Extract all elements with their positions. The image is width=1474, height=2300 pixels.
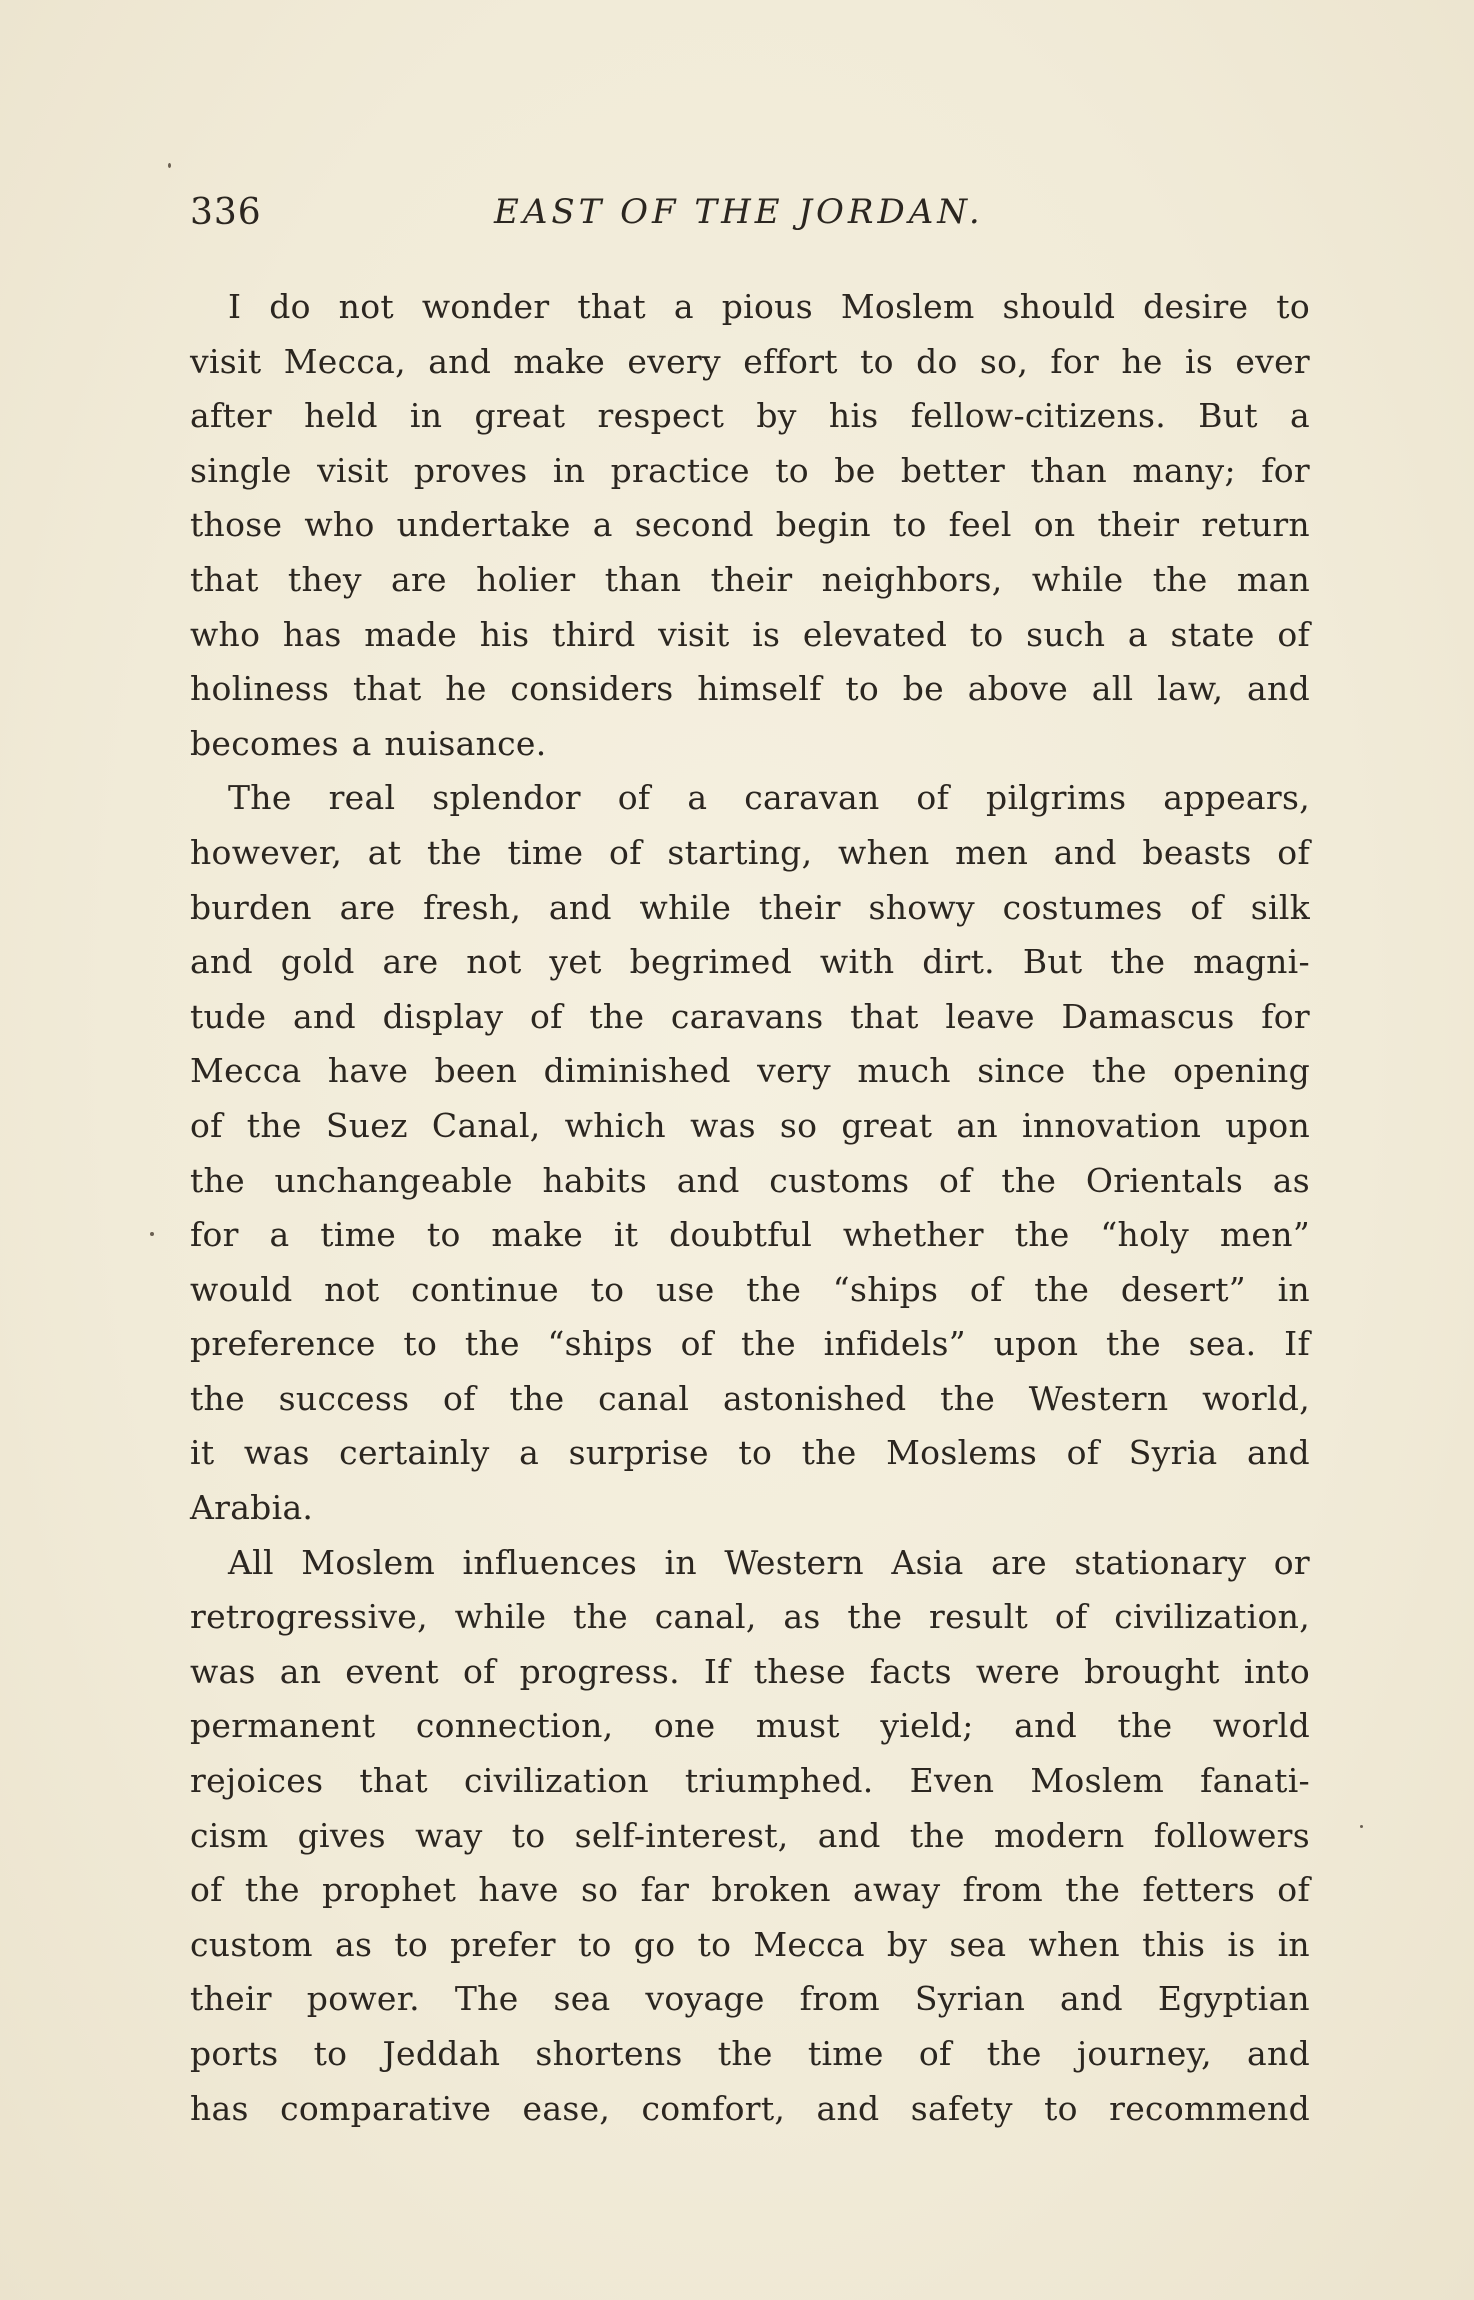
text-line: the unchangeable habits and customs of the Orientals as xyxy=(190,1160,1310,1200)
text-line: I do not wonder that a pious Moslem should desire to xyxy=(228,287,1310,326)
text-line: All Moslem influences in Western Asia are stationary or xyxy=(228,1542,1310,1582)
text-line: cism gives way to self-interest, and the modern followers xyxy=(190,1815,1310,1855)
text-line: Mecca have been diminished very much since the opening xyxy=(190,1051,1310,1091)
text-line: after held in great respect by his fellow-citizens. But a xyxy=(190,396,1310,436)
text-line: becomes a nuisance. xyxy=(190,723,547,763)
page-number: 336 xyxy=(190,192,262,233)
text-line: it was certainly a surprise to the Moslems of Syria and xyxy=(190,1433,1310,1473)
text-line: visit Mecca, and make every effort to do so, for he is ever xyxy=(190,341,1310,381)
text-line: their power. The sea voyage from Syrian and Egyptian xyxy=(190,1979,1310,2019)
text-line: however, at the time of starting, when men and beasts of xyxy=(190,832,1310,872)
text-line: who has made his third visit is elevated to such a state of xyxy=(190,614,1310,654)
text-line: Arabia. xyxy=(190,1488,314,1528)
text-line: for a time to make it doubtful whether the “holy men” xyxy=(190,1215,1310,1255)
running-title: EAST OF THE JORDAN. xyxy=(494,192,984,232)
text-line: and gold are not yet begrimed with dirt. But the magni- xyxy=(190,942,1310,982)
text-line: of the prophet have so far broken away from the fetters of xyxy=(190,1870,1310,1910)
text-line: ports to Jeddah shortens the time of the journey, and xyxy=(190,2034,1310,2073)
text-line: that they are holier than their neighbors, while the man xyxy=(190,559,1310,599)
margin-mark xyxy=(1360,1825,1363,1828)
text-line: holiness that he considers himself to be above all law, and xyxy=(190,669,1310,709)
text-line: would not continue to use the “ships of the desert” in xyxy=(190,1269,1310,1309)
text-line: rejoices that civilization triumphed. Even Moslem fanati- xyxy=(190,1761,1310,1801)
text-line: was an event of progress. If these facts were brought into xyxy=(190,1651,1310,1691)
text-line: The real splendor of a caravan of pilgrims appears, xyxy=(228,778,1310,818)
body-text xyxy=(190,280,1310,2136)
text-line: permanent connection, one must yield; and the world xyxy=(190,1706,1310,1746)
text-line: those who undertake a second begin to feel on their return xyxy=(190,505,1310,545)
text-line: burden are fresh, and while their showy costumes of silk xyxy=(190,887,1310,927)
margin-mark xyxy=(150,1232,154,1236)
margin-mark xyxy=(168,163,171,168)
text-line: has comparative ease, comfort, and safety to recommend xyxy=(190,2088,1310,2128)
text-line: retrogressive, while the canal, as the result of civilization, xyxy=(190,1597,1310,1637)
text-line: custom as to prefer to go to Mecca by sea when this is in xyxy=(190,1924,1310,1964)
text-line: preference to the “ships of the infidels” upon the sea. If xyxy=(190,1324,1310,1364)
text-line: single visit proves in practice to be better than many; for xyxy=(190,450,1310,490)
running-head xyxy=(190,192,1310,242)
paragraph-2 xyxy=(190,771,1310,1535)
paragraph-3 xyxy=(190,1536,1310,2137)
paragraph-1 xyxy=(190,280,1310,771)
text-line: tude and display of the caravans that leave Damascus for xyxy=(190,996,1310,1036)
text-line: the success of the canal astonished the Western world, xyxy=(190,1378,1310,1418)
text-line: of the Suez Canal, which was so great an innovation upon xyxy=(190,1105,1310,1145)
